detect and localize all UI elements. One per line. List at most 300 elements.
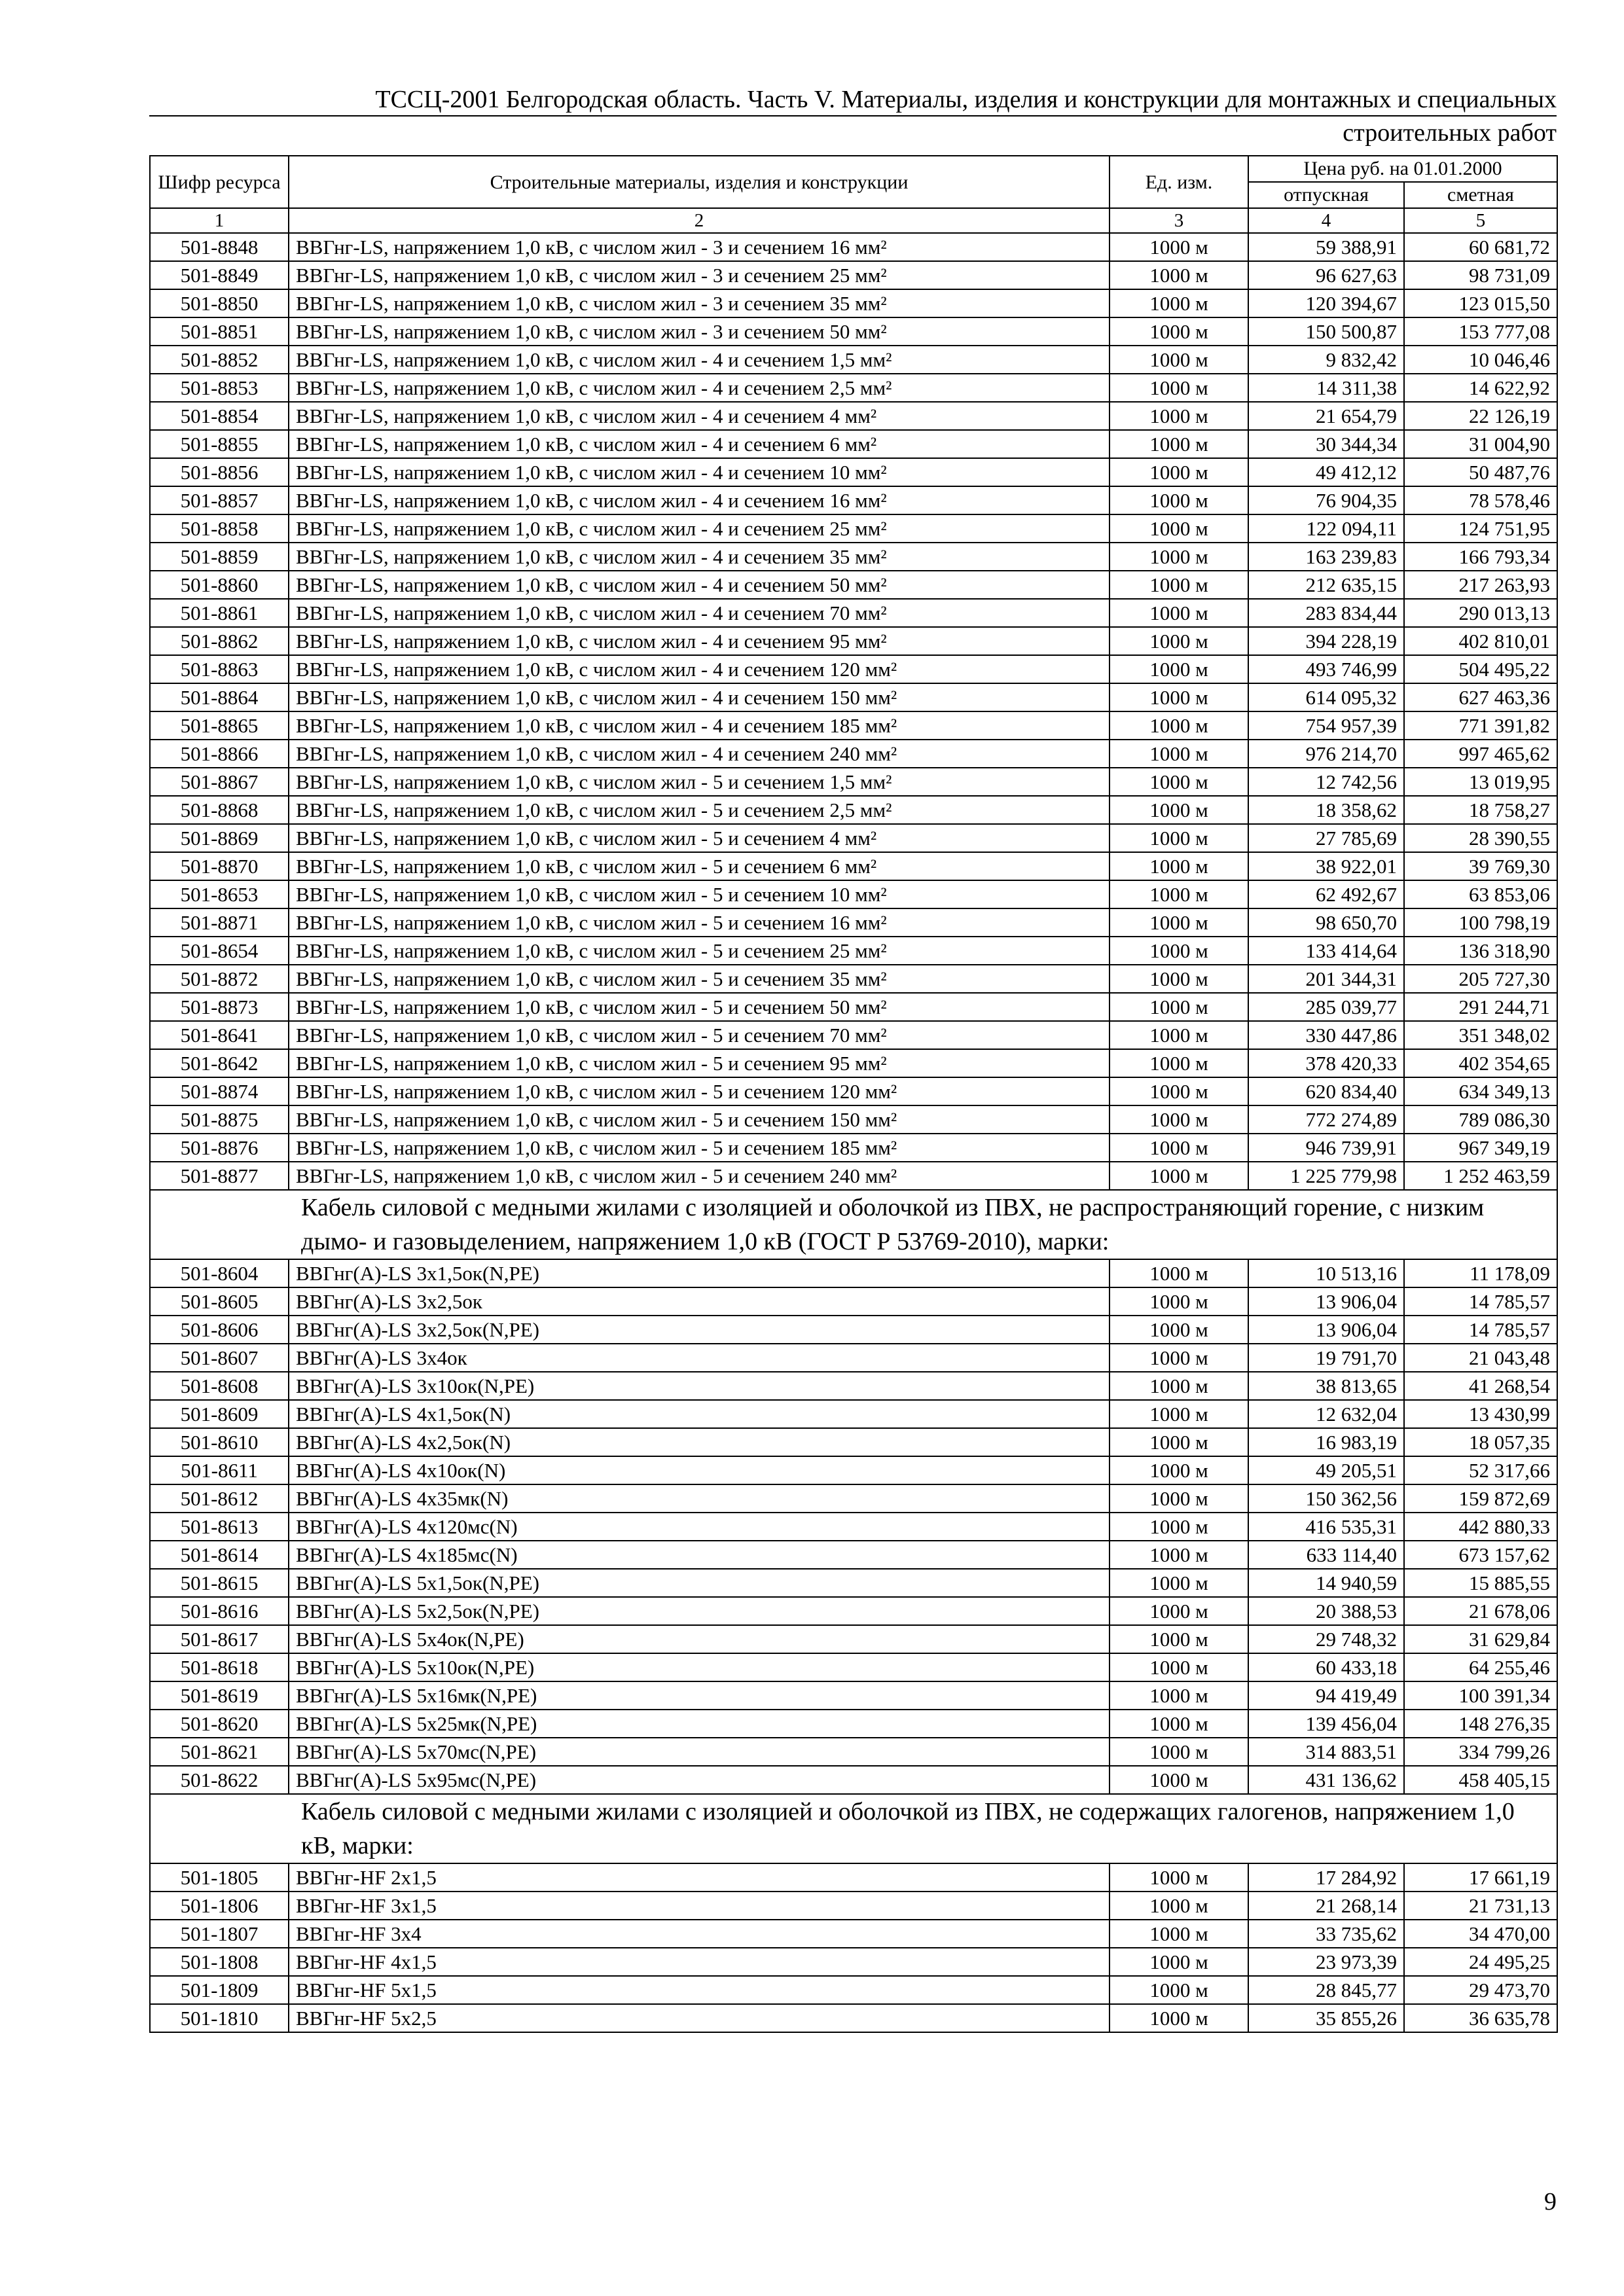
table-row: [150, 1021, 1557, 1049]
table-row: [150, 1541, 1557, 1569]
release-price: 10 513,16: [1248, 1259, 1404, 1287]
unit-cell: 1000 м: [1110, 655, 1248, 683]
unit-cell: 1000 м: [1110, 1428, 1248, 1456]
material-name: ВВГнг-LS, напряжением 1,0 кВ, с числом жил - 4 и сечением 6 мм²: [289, 430, 1110, 458]
estimate-price: 13 430,99: [1404, 1400, 1557, 1428]
table-row: [150, 1569, 1557, 1597]
resource-code: 501-8875: [150, 1105, 289, 1134]
resource-code: 501-8654: [150, 937, 289, 965]
material-name: ВВГнг-LS, напряжением 1,0 кВ, с числом жил - 4 и сечением 50 мм²: [289, 571, 1110, 599]
resource-code: 501-8613: [150, 1513, 289, 1541]
estimate-price: 11 178,09: [1404, 1259, 1557, 1287]
material-name: ВВГнг(А)-LS 3х2,5ок: [289, 1287, 1110, 1316]
release-price: 314 883,51: [1248, 1738, 1404, 1766]
resource-code: 501-8877: [150, 1162, 289, 1190]
release-price: 12 632,04: [1248, 1400, 1404, 1428]
table-row: [150, 1513, 1557, 1541]
table-row: [150, 1892, 1557, 1920]
unit-cell: 1000 м: [1110, 1513, 1248, 1541]
estimate-price: 291 244,71: [1404, 993, 1557, 1021]
estimate-price: 771 391,82: [1404, 711, 1557, 740]
resource-code: 501-1806: [150, 1892, 289, 1920]
unit-cell: 1000 м: [1110, 1372, 1248, 1400]
release-price: 394 228,19: [1248, 627, 1404, 655]
resource-code: 501-8859: [150, 543, 289, 571]
unit-cell: 1000 м: [1110, 1920, 1248, 1948]
estimate-price: 351 348,02: [1404, 1021, 1557, 1049]
table-row: [150, 1049, 1557, 1077]
material-name: ВВГнг(А)-LS 4х10ок(N): [289, 1456, 1110, 1484]
estimate-price: 334 799,26: [1404, 1738, 1557, 1766]
material-name: ВВГнг-LS, напряжением 1,0 кВ, с числом жил - 5 и сечением 95 мм²: [289, 1049, 1110, 1077]
table-row: [150, 289, 1557, 317]
estimate-price: 442 880,33: [1404, 1513, 1557, 1541]
estimate-price: 100 391,34: [1404, 1681, 1557, 1710]
table-row: [150, 1162, 1557, 1190]
table-row: [150, 880, 1557, 908]
unit-cell: 1000 м: [1110, 1653, 1248, 1681]
release-price: 120 394,67: [1248, 289, 1404, 317]
material-name: ВВГнг-LS, напряжением 1,0 кВ, с числом жил - 4 и сечением 25 мм²: [289, 514, 1110, 543]
table-row: [150, 402, 1557, 430]
table-row: [150, 1372, 1557, 1400]
resource-code: 501-8856: [150, 458, 289, 486]
unit-cell: 1000 м: [1110, 1162, 1248, 1190]
release-price: 62 492,67: [1248, 880, 1404, 908]
estimate-price: 24 495,25: [1404, 1948, 1557, 1976]
estimate-price: 402 810,01: [1404, 627, 1557, 655]
unit-cell: 1000 м: [1110, 796, 1248, 824]
table-row: [150, 458, 1557, 486]
unit-cell: 1000 м: [1110, 1681, 1248, 1710]
col-number-4: 4: [1248, 208, 1404, 233]
table-row: [150, 317, 1557, 346]
table-row: [150, 683, 1557, 711]
release-price: 122 094,11: [1248, 514, 1404, 543]
table-row: [150, 430, 1557, 458]
estimate-price: 627 463,36: [1404, 683, 1557, 711]
material-name: ВВГнг(А)-LS 4х35мк(N): [289, 1484, 1110, 1513]
material-name: ВВГнг-LS, напряжением 1,0 кВ, с числом жил - 5 и сечением 120 мм²: [289, 1077, 1110, 1105]
material-name: ВВГнг(А)-LS 5х10ок(N,PE): [289, 1653, 1110, 1681]
table-row: [150, 740, 1557, 768]
resource-code: 501-8863: [150, 655, 289, 683]
unit-cell: 1000 м: [1110, 908, 1248, 937]
material-name: ВВГнг-LS, напряжением 1,0 кВ, с числом жил - 3 и сечением 35 мм²: [289, 289, 1110, 317]
material-name: ВВГнг(А)-LS 3х10ок(N,PE): [289, 1372, 1110, 1400]
resource-code: 501-8609: [150, 1400, 289, 1428]
estimate-price: 123 015,50: [1404, 289, 1557, 317]
estimate-price: 60 681,72: [1404, 233, 1557, 261]
estimate-price: 166 793,34: [1404, 543, 1557, 571]
unit-cell: 1000 м: [1110, 458, 1248, 486]
release-price: 12 742,56: [1248, 768, 1404, 796]
unit-cell: 1000 м: [1110, 965, 1248, 993]
estimate-price: 673 157,62: [1404, 1541, 1557, 1569]
table-row: [150, 824, 1557, 852]
resource-code: 501-8860: [150, 571, 289, 599]
resource-code: 501-8868: [150, 796, 289, 824]
release-price: 30 344,34: [1248, 430, 1404, 458]
table-row: [150, 1344, 1557, 1372]
material-name: ВВГнг-LS, напряжением 1,0 кВ, с числом жил - 5 и сечением 16 мм²: [289, 908, 1110, 937]
col-header-name: Строительные материалы, изделия и конструкции: [289, 156, 1110, 208]
resource-code: 501-8606: [150, 1316, 289, 1344]
resource-code: 501-8618: [150, 1653, 289, 1681]
resource-code: 501-8653: [150, 880, 289, 908]
table-row: [150, 768, 1557, 796]
material-name: ВВГнг-LS, напряжением 1,0 кВ, с числом жил - 3 и сечением 50 мм²: [289, 317, 1110, 346]
estimate-price: 14 622,92: [1404, 374, 1557, 402]
release-price: 754 957,39: [1248, 711, 1404, 740]
unit-cell: 1000 м: [1110, 1863, 1248, 1892]
unit-cell: 1000 м: [1110, 543, 1248, 571]
release-price: 150 500,87: [1248, 317, 1404, 346]
material-name: ВВГнг-LS, напряжением 1,0 кВ, с числом жил - 4 и сечением 35 мм²: [289, 543, 1110, 571]
unit-cell: 1000 м: [1110, 1400, 1248, 1428]
unit-cell: 1000 м: [1110, 1456, 1248, 1484]
col-header-price: Цена руб. на 01.01.2000: [1248, 156, 1557, 182]
table-row: [150, 374, 1557, 402]
resource-code: 501-1809: [150, 1976, 289, 2004]
col-number-3: 3: [1110, 208, 1248, 233]
resource-code: 501-8611: [150, 1456, 289, 1484]
resource-code: 501-8864: [150, 683, 289, 711]
material-name: ВВГнг-LS, напряжением 1,0 кВ, с числом жил - 5 и сечением 25 мм²: [289, 937, 1110, 965]
unit-cell: 1000 м: [1110, 430, 1248, 458]
section-heading-row: [150, 1794, 1557, 1863]
unit-cell: 1000 м: [1110, 571, 1248, 599]
release-price: 21 268,14: [1248, 1892, 1404, 1920]
material-name: ВВГнг-HF 5х2,5: [289, 2004, 1110, 2032]
unit-cell: 1000 м: [1110, 1766, 1248, 1794]
estimate-price: 41 268,54: [1404, 1372, 1557, 1400]
material-name: ВВГнг-LS, напряжением 1,0 кВ, с числом жил - 4 и сечением 120 мм²: [289, 655, 1110, 683]
resource-code: 501-8874: [150, 1077, 289, 1105]
release-price: 163 239,83: [1248, 543, 1404, 571]
table-row: [150, 2004, 1557, 2032]
material-name: ВВГнг-HF 5х1,5: [289, 1976, 1110, 2004]
estimate-price: 15 885,55: [1404, 1569, 1557, 1597]
unit-cell: 1000 м: [1110, 1625, 1248, 1653]
estimate-price: 31 629,84: [1404, 1625, 1557, 1653]
release-price: 76 904,35: [1248, 486, 1404, 514]
release-price: 614 095,32: [1248, 683, 1404, 711]
unit-cell: 1000 м: [1110, 261, 1248, 289]
estimate-price: 29 473,70: [1404, 1976, 1557, 2004]
material-name: ВВГнг(А)-LS 3х1,5ок(N,PE): [289, 1259, 1110, 1287]
estimate-price: 290 013,13: [1404, 599, 1557, 627]
page-header: [149, 84, 1557, 149]
material-name: ВВГнг-LS, напряжением 1,0 кВ, с числом жил - 4 и сечением 185 мм²: [289, 711, 1110, 740]
resource-code: 501-8641: [150, 1021, 289, 1049]
material-name: ВВГнг(А)-LS 5х95мс(N,PE): [289, 1766, 1110, 1794]
estimate-price: 52 317,66: [1404, 1456, 1557, 1484]
unit-cell: 1000 м: [1110, 880, 1248, 908]
material-name: ВВГнг-LS, напряжением 1,0 кВ, с числом жил - 5 и сечением 4 мм²: [289, 824, 1110, 852]
table-row: [150, 1287, 1557, 1316]
resource-code: 501-8849: [150, 261, 289, 289]
unit-cell: 1000 м: [1110, 599, 1248, 627]
material-name: ВВГнг-LS, напряжением 1,0 кВ, с числом жил - 4 и сечением 2,5 мм²: [289, 374, 1110, 402]
material-name: ВВГнг-LS, напряжением 1,0 кВ, с числом жил - 3 и сечением 16 мм²: [289, 233, 1110, 261]
material-name: ВВГнг-LS, напряжением 1,0 кВ, с числом жил - 5 и сечением 50 мм²: [289, 993, 1110, 1021]
header-title: ТССЦ-2001 Белгородская область. Часть V. Материалы, изделия и конструкции для монтажных и специальных: [375, 86, 1557, 113]
release-price: 976 214,70: [1248, 740, 1404, 768]
material-name: ВВГнг-LS, напряжением 1,0 кВ, с числом жил - 4 и сечением 4 мм²: [289, 402, 1110, 430]
resource-code: 501-8872: [150, 965, 289, 993]
release-price: 20 388,53: [1248, 1597, 1404, 1625]
material-name: ВВГнг-LS, напряжением 1,0 кВ, с числом жил - 4 и сечением 240 мм²: [289, 740, 1110, 768]
material-name: ВВГнг(А)-LS 5х1,5ок(N,PE): [289, 1569, 1110, 1597]
unit-cell: 1000 м: [1110, 1344, 1248, 1372]
resource-code: 501-8855: [150, 430, 289, 458]
release-price: 14 311,38: [1248, 374, 1404, 402]
table-row: [150, 514, 1557, 543]
release-price: 633 114,40: [1248, 1541, 1404, 1569]
release-price: 98 650,70: [1248, 908, 1404, 937]
table-row: [150, 711, 1557, 740]
estimate-price: 78 578,46: [1404, 486, 1557, 514]
estimate-price: 21 731,13: [1404, 1892, 1557, 1920]
table-row: [150, 1653, 1557, 1681]
resource-code: 501-1805: [150, 1863, 289, 1892]
material-name: ВВГнг(А)-LS 5х25мк(N,PE): [289, 1710, 1110, 1738]
material-name: ВВГнг-HF 3х4: [289, 1920, 1110, 1948]
release-price: 49 412,12: [1248, 458, 1404, 486]
release-price: 620 834,40: [1248, 1077, 1404, 1105]
resource-code: 501-8608: [150, 1372, 289, 1400]
unit-cell: 1000 м: [1110, 1976, 1248, 2004]
resource-code: 501-8617: [150, 1625, 289, 1653]
unit-cell: 1000 м: [1110, 514, 1248, 543]
price-table: [149, 155, 1558, 2033]
material-name: ВВГнг-LS, напряжением 1,0 кВ, с числом жил - 4 и сечением 10 мм²: [289, 458, 1110, 486]
material-name: ВВГнг-HF 4х1,5: [289, 1948, 1110, 1976]
table-row: [150, 599, 1557, 627]
material-name: ВВГнг-HF 3х1,5: [289, 1892, 1110, 1920]
estimate-price: 28 390,55: [1404, 824, 1557, 852]
material-name: ВВГнг(А)-LS 5х16мк(N,PE): [289, 1681, 1110, 1710]
resource-code: 501-8858: [150, 514, 289, 543]
material-name: ВВГнг(А)-LS 4х2,5ок(N): [289, 1428, 1110, 1456]
col-number-2: 2: [289, 208, 1110, 233]
release-price: 29 748,32: [1248, 1625, 1404, 1653]
header-subtitle: строительных работ: [1343, 119, 1557, 147]
estimate-price: 21 678,06: [1404, 1597, 1557, 1625]
estimate-price: 136 318,90: [1404, 937, 1557, 965]
unit-cell: 1000 м: [1110, 1134, 1248, 1162]
table-row: [150, 1597, 1557, 1625]
table-row: [150, 1863, 1557, 1892]
estimate-price: 63 853,06: [1404, 880, 1557, 908]
resource-code: 501-8620: [150, 1710, 289, 1738]
resource-code: 501-8622: [150, 1766, 289, 1794]
estimate-price: 402 354,65: [1404, 1049, 1557, 1077]
table-row: [150, 627, 1557, 655]
release-price: 13 906,04: [1248, 1316, 1404, 1344]
unit-cell: 1000 м: [1110, 346, 1248, 374]
resource-code: 501-8850: [150, 289, 289, 317]
col-header-unit: Ед. изм.: [1110, 156, 1248, 208]
material-name: ВВГнг-HF 2х1,5: [289, 1863, 1110, 1892]
release-price: 27 785,69: [1248, 824, 1404, 852]
material-name: ВВГнг(А)-LS 3х4ок: [289, 1344, 1110, 1372]
estimate-price: 148 276,35: [1404, 1710, 1557, 1738]
estimate-price: 21 043,48: [1404, 1344, 1557, 1372]
material-name: ВВГнг-LS, напряжением 1,0 кВ, с числом жил - 4 и сечением 1,5 мм²: [289, 346, 1110, 374]
material-name: ВВГнг-LS, напряжением 1,0 кВ, с числом жил - 5 и сечением 70 мм²: [289, 1021, 1110, 1049]
estimate-price: 17 661,19: [1404, 1863, 1557, 1892]
unit-cell: 1000 м: [1110, 1948, 1248, 1976]
table-row: [150, 1484, 1557, 1513]
resource-code: 501-8873: [150, 993, 289, 1021]
unit-cell: 1000 м: [1110, 402, 1248, 430]
estimate-price: 217 263,93: [1404, 571, 1557, 599]
release-price: 18 358,62: [1248, 796, 1404, 824]
resource-code: 501-8614: [150, 1541, 289, 1569]
estimate-price: 504 495,22: [1404, 655, 1557, 683]
resource-code: 501-8854: [150, 402, 289, 430]
section-heading-row: [150, 1190, 1557, 1259]
estimate-price: 100 798,19: [1404, 908, 1557, 937]
resource-code: 501-8866: [150, 740, 289, 768]
release-price: 14 940,59: [1248, 1569, 1404, 1597]
table-row: [150, 852, 1557, 880]
release-price: 378 420,33: [1248, 1049, 1404, 1077]
table-row: [150, 1105, 1557, 1134]
release-price: 431 136,62: [1248, 1766, 1404, 1794]
resource-code: 501-8642: [150, 1049, 289, 1077]
estimate-price: 36 635,78: [1404, 2004, 1557, 2032]
material-name: ВВГнг(А)-LS 5х70мс(N,PE): [289, 1738, 1110, 1766]
release-price: 35 855,26: [1248, 2004, 1404, 2032]
release-price: 59 388,91: [1248, 233, 1404, 261]
unit-cell: 1000 м: [1110, 1105, 1248, 1134]
release-price: 201 344,31: [1248, 965, 1404, 993]
material-name: ВВГнг-LS, напряжением 1,0 кВ, с числом жил - 5 и сечением 2,5 мм²: [289, 796, 1110, 824]
resource-code: 501-1808: [150, 1948, 289, 1976]
unit-cell: 1000 м: [1110, 852, 1248, 880]
release-price: 16 983,19: [1248, 1428, 1404, 1456]
estimate-price: 634 349,13: [1404, 1077, 1557, 1105]
unit-cell: 1000 м: [1110, 317, 1248, 346]
resource-code: 501-1807: [150, 1920, 289, 1948]
release-price: 60 433,18: [1248, 1653, 1404, 1681]
col-header-estimate: сметная: [1404, 182, 1557, 208]
resource-code: 501-8870: [150, 852, 289, 880]
unit-cell: 1000 м: [1110, 627, 1248, 655]
release-price: 1 225 779,98: [1248, 1162, 1404, 1190]
resource-code: 501-8605: [150, 1287, 289, 1316]
estimate-price: 64 255,46: [1404, 1653, 1557, 1681]
material-name: ВВГнг-LS, напряжением 1,0 кВ, с числом жил - 4 и сечением 150 мм²: [289, 683, 1110, 711]
col-header-code: Шифр ресурса: [150, 156, 289, 208]
estimate-price: 124 751,95: [1404, 514, 1557, 543]
material-name: ВВГнг-LS, напряжением 1,0 кВ, с числом жил - 5 и сечением 150 мм²: [289, 1105, 1110, 1134]
table-row: [150, 1316, 1557, 1344]
release-price: 33 735,62: [1248, 1920, 1404, 1948]
table-row: [150, 346, 1557, 374]
material-name: ВВГнг-LS, напряжением 1,0 кВ, с числом жил - 5 и сечением 240 мм²: [289, 1162, 1110, 1190]
material-name: ВВГнг-LS, напряжением 1,0 кВ, с числом жил - 3 и сечением 25 мм²: [289, 261, 1110, 289]
unit-cell: 1000 м: [1110, 486, 1248, 514]
estimate-price: 18 758,27: [1404, 796, 1557, 824]
release-price: 330 447,86: [1248, 1021, 1404, 1049]
release-price: 23 973,39: [1248, 1948, 1404, 1976]
unit-cell: 1000 м: [1110, 1569, 1248, 1597]
material-name: ВВГнг-LS, напряжением 1,0 кВ, с числом жил - 4 и сечением 95 мм²: [289, 627, 1110, 655]
table-row: [150, 543, 1557, 571]
table-row: [150, 1456, 1557, 1484]
table-row: [150, 1077, 1557, 1105]
unit-cell: 1000 м: [1110, 1316, 1248, 1344]
estimate-price: 159 872,69: [1404, 1484, 1557, 1513]
estimate-price: 98 731,09: [1404, 261, 1557, 289]
estimate-price: 31 004,90: [1404, 430, 1557, 458]
release-price: 285 039,77: [1248, 993, 1404, 1021]
material-name: ВВГнг-LS, напряжением 1,0 кВ, с числом жил - 5 и сечением 1,5 мм²: [289, 768, 1110, 796]
resource-code: 501-8869: [150, 824, 289, 852]
table-row: [150, 233, 1557, 261]
unit-cell: 1000 м: [1110, 740, 1248, 768]
release-price: 13 906,04: [1248, 1287, 1404, 1316]
material-name: ВВГнг(А)-LS 3х2,5ок(N,PE): [289, 1316, 1110, 1344]
release-price: 21 654,79: [1248, 402, 1404, 430]
unit-cell: 1000 м: [1110, 2004, 1248, 2032]
resource-code: 501-8615: [150, 1569, 289, 1597]
col-number-1: 1: [150, 208, 289, 233]
estimate-price: 10 046,46: [1404, 346, 1557, 374]
unit-cell: 1000 м: [1110, 1049, 1248, 1077]
estimate-price: 22 126,19: [1404, 402, 1557, 430]
estimate-price: 1 252 463,59: [1404, 1162, 1557, 1190]
unit-cell: 1000 м: [1110, 711, 1248, 740]
resource-code: 501-8612: [150, 1484, 289, 1513]
table-row: [150, 1134, 1557, 1162]
resource-code: 501-8871: [150, 908, 289, 937]
unit-cell: 1000 м: [1110, 233, 1248, 261]
material-name: ВВГнг-LS, напряжением 1,0 кВ, с числом жил - 5 и сечением 6 мм²: [289, 852, 1110, 880]
estimate-price: 205 727,30: [1404, 965, 1557, 993]
resource-code: 501-8619: [150, 1681, 289, 1710]
release-price: 772 274,89: [1248, 1105, 1404, 1134]
release-price: 19 791,70: [1248, 1344, 1404, 1372]
unit-cell: 1000 м: [1110, 1710, 1248, 1738]
page-number: 9: [1544, 2188, 1557, 2215]
release-price: 17 284,92: [1248, 1863, 1404, 1892]
release-price: 9 832,42: [1248, 346, 1404, 374]
table-row: [150, 1259, 1557, 1287]
section-heading: Кабель силовой с медными жилами с изоляцией и оболочкой из ПВХ, не распространяющий горение, с низким дымо- и газовыделением, напряжением 1,0 кВ (ГОСТ Р 53769-2010), марки:: [150, 1190, 1557, 1259]
release-price: 150 362,56: [1248, 1484, 1404, 1513]
material-name: ВВГнг(А)-LS 4х185мс(N): [289, 1541, 1110, 1569]
table-body: [150, 233, 1557, 2032]
table-row: [150, 1948, 1557, 1976]
unit-cell: 1000 м: [1110, 683, 1248, 711]
material-name: ВВГнг(А)-LS 5х4ок(N,PE): [289, 1625, 1110, 1653]
table-row: [150, 1738, 1557, 1766]
resource-code: 501-8853: [150, 374, 289, 402]
table-row: [150, 1710, 1557, 1738]
col-header-release: отпускная: [1248, 182, 1404, 208]
release-price: 946 739,91: [1248, 1134, 1404, 1162]
material-name: ВВГнг-LS, напряжением 1,0 кВ, с числом жил - 4 и сечением 70 мм²: [289, 599, 1110, 627]
resource-code: 501-8610: [150, 1428, 289, 1456]
release-price: 416 535,31: [1248, 1513, 1404, 1541]
table-row: [150, 1400, 1557, 1428]
unit-cell: 1000 м: [1110, 993, 1248, 1021]
